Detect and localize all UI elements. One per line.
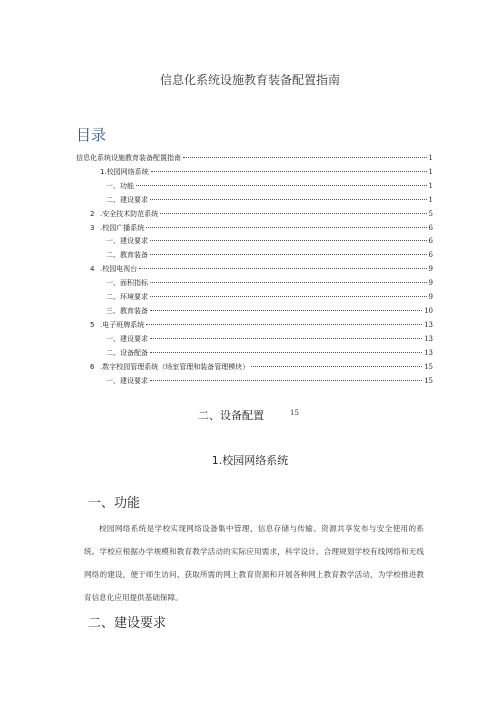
document-title: 信息化系统设施教育装备配置指南 xyxy=(159,73,340,87)
toc-entry[interactable] xyxy=(76,361,433,375)
toc-leader-dots xyxy=(150,338,422,339)
toc-entry[interactable] xyxy=(76,249,433,263)
toc-entry[interactable] xyxy=(76,305,433,319)
toc-entry-page: 15 xyxy=(424,362,433,371)
toc-entry-label: 三、教育装备 xyxy=(106,306,148,315)
toc-entry-label: 一、建设要求 xyxy=(106,334,148,343)
toc-entry-label: 二、教育装备 xyxy=(106,251,148,260)
toc-entry-page: 5 xyxy=(428,209,433,218)
toc-entry[interactable] xyxy=(76,375,433,389)
toc-entry[interactable] xyxy=(76,222,433,236)
toc-entry-page: 1 xyxy=(428,195,433,204)
toc-entry-page: 13 xyxy=(424,320,433,329)
heading-function: 一、功能 xyxy=(88,496,141,511)
toc-leader-dots xyxy=(150,282,427,283)
toc-entry-number: 4 xyxy=(90,265,95,274)
toc-entry-page: 1 xyxy=(428,181,433,190)
toc-entry-label: .校园广播系统 xyxy=(100,223,145,232)
toc-entry[interactable] xyxy=(76,291,433,305)
toc-entry-label: 一、面积指标 xyxy=(106,279,148,288)
toc-entry-label: 二、环境要求 xyxy=(106,293,148,302)
toc-entry[interactable] xyxy=(76,235,433,249)
toc-entry[interactable] xyxy=(76,333,433,347)
toc-entry-page: 9 xyxy=(428,279,433,288)
toc-leader-dots xyxy=(151,171,427,172)
toc-entry-page: 1 xyxy=(428,154,433,162)
toc-entry-label: .校园电视台 xyxy=(100,265,138,274)
toc-entry-page: 1 xyxy=(428,167,433,176)
toc-entry-page: 13 xyxy=(424,348,433,357)
toc-entry-page: 9 xyxy=(428,293,433,302)
toc-leader-dots xyxy=(139,268,426,269)
heading-requirements: 二、建设要求 xyxy=(88,616,167,631)
toc-entry[interactable] xyxy=(76,277,433,291)
toc-entry-label: 1.校园网络系统 xyxy=(100,167,149,176)
toc-entry[interactable] xyxy=(76,166,433,180)
body-paragraph: 校园网络系统是学校实现网络设备集中管理、信息存储与传输、资源共享发布与安全使用的系统。学校应根据办学规模和教育教学活动的实际应用需求，科学设计、合理规划学校有线网络和无线网络的建设，便于师生访问、获取所需的网上教育资源和开展各种网上教育教学活动，为学校推进教育信息化应用提供基础保障。 xyxy=(84,524,424,602)
toc-entry-number: 5 xyxy=(90,320,95,329)
toc-entry-page: 6 xyxy=(428,237,433,246)
section-heading: 二、设备配置 xyxy=(198,409,264,422)
toc-entry-label: 二、设备配备 xyxy=(106,348,148,357)
toc-leader-dots xyxy=(150,380,422,381)
toc-entry[interactable] xyxy=(76,180,433,194)
toc-entry-label: 一、建设要求 xyxy=(106,376,148,385)
toc-entry-label: .电子班牌系统 xyxy=(100,320,145,329)
toc-leader-dots xyxy=(160,213,426,214)
table-of-contents xyxy=(76,152,433,388)
toc-entry[interactable] xyxy=(76,347,433,361)
toc-entry[interactable] xyxy=(76,194,433,208)
toc-entry[interactable] xyxy=(76,152,433,166)
toc-leader-dots xyxy=(146,324,422,325)
section-page-number: 15 xyxy=(290,409,299,417)
toc-entry[interactable] xyxy=(76,263,433,277)
toc-entry-page: 6 xyxy=(428,223,433,232)
toc-entry[interactable] xyxy=(76,319,433,333)
toc-leader-dots xyxy=(150,254,427,255)
toc-entry-label: 一、功能 xyxy=(106,181,134,190)
toc-leader-dots xyxy=(150,240,427,241)
toc-entry-label: 信息化系统设施教育装备配置指南 xyxy=(76,154,181,162)
toc-leader-dots xyxy=(150,296,427,297)
toc-entry-number: 3 xyxy=(90,223,95,232)
toc-entry-page: 15 xyxy=(424,376,433,385)
toc-entry-page: 9 xyxy=(428,265,433,274)
toc-heading: 目录 xyxy=(76,126,107,144)
toc-entry-page: 13 xyxy=(424,334,433,343)
toc-entry-label: 二、建设要求 xyxy=(106,195,148,204)
toc-entry-page: 6 xyxy=(428,251,433,260)
toc-leader-dots xyxy=(251,366,422,367)
toc-leader-dots xyxy=(150,352,422,353)
toc-entry-number: 6 xyxy=(90,362,95,371)
toc-entry-label: .数字校园管理系统（场室管理和装备管理模块） xyxy=(100,362,250,371)
toc-entry-number: 2 xyxy=(90,209,95,218)
toc-leader-dots xyxy=(150,310,422,311)
toc-entry-label: 一、建设要求 xyxy=(106,237,148,246)
toc-leader-dots xyxy=(183,157,427,158)
toc-entry-label: .安全技术防范系统 xyxy=(100,209,159,218)
toc-leader-dots xyxy=(146,227,426,228)
toc-entry[interactable] xyxy=(76,208,433,222)
toc-entry-page: 10 xyxy=(424,306,433,315)
subtitle: 1.校园网络系统 xyxy=(211,454,289,467)
toc-leader-dots xyxy=(136,185,427,186)
toc-leader-dots xyxy=(150,199,427,200)
